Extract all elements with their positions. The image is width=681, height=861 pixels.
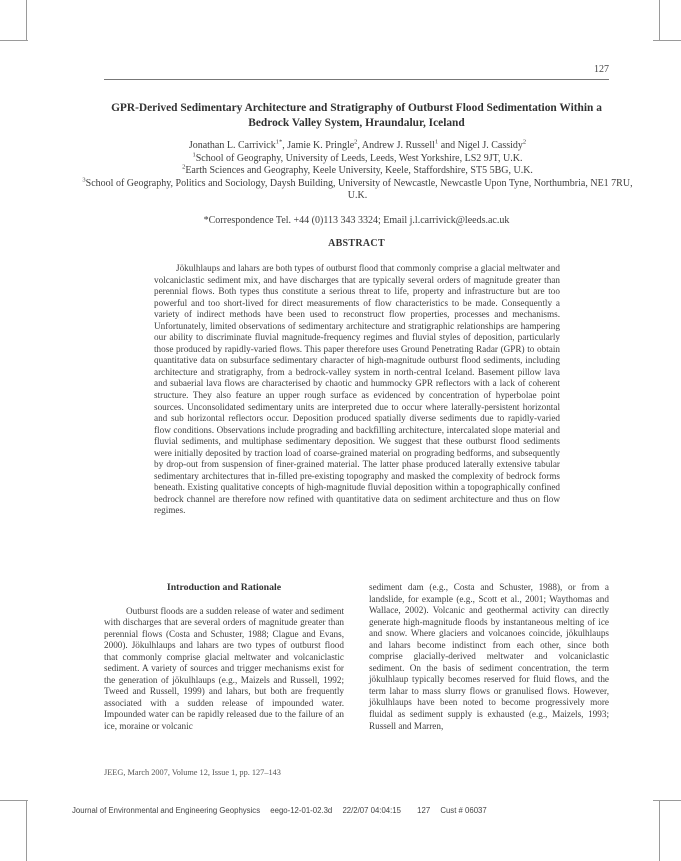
author-name: Jonathan L. Carrivick	[188, 140, 276, 151]
crop-mark	[653, 800, 681, 801]
author-sup: 1	[434, 138, 439, 146]
author-sup: 2	[354, 138, 358, 146]
body-paragraph: Outburst floods are a sudden release of water and sediment with discharges that are several orders of magnitude greater than perennial flows (Costa and Schuster, 1988; Clague and Evans, 2000). Jökulhlaups and lahars are two types of outburst flood that commonly comprise glacial meltwater and volcaniclastic sediment. A variety of sources and trigger mechanisms exist for the generation of jökulhlaups (e.g., Maizels and Russell, 1992; Tweed and Russell, 1999) and lahars, but both are frequently associated with a sudden release of impounded water. Impounded water can be rapidly released due to the failure of an ice, moraine or volcanic	[104, 605, 344, 732]
header-rule	[104, 79, 609, 80]
crop-mark	[0, 800, 28, 801]
affiliation: $^3$School of Geography, Politics and Sociology, Daysh Building, University of Newcastle, Newcastle Upon Tyne, Northumbria, NE1 7RU, U.K.	[82, 176, 633, 201]
page-number: 127	[594, 64, 609, 75]
file-code: eego-12-01-02.3d	[270, 806, 333, 815]
author-sup: 1*	[275, 138, 283, 146]
correspondence-line: *Correspondence Tel. +44 (0)113 343 3324; Email j.l.carrivick@leeds.ac.uk	[203, 215, 510, 226]
crop-mark	[659, 0, 660, 40]
production-footer	[72, 806, 495, 815]
author-block	[80, 140, 635, 203]
timestamp: 22/2/07 04:04:15	[342, 806, 401, 815]
author-name: Jamie K. Pringle	[287, 140, 355, 151]
abstract-heading: ABSTRACT	[328, 238, 385, 249]
left-column	[104, 582, 344, 733]
crop-mark	[659, 800, 660, 861]
journal-citation: JEEG, March 2007, Volume 12, Issue 1, pp. 127–143	[104, 768, 281, 777]
author-name: Nigel J. Cassidy	[457, 140, 523, 151]
affiliation: $^1$School of Geography, University of Leeds, Leeds, West Yorkshire, LS2 9JT, U.K.	[192, 151, 523, 164]
section-heading: Introduction and Rationale	[166, 582, 282, 593]
author-sup: 2	[522, 138, 527, 146]
crop-mark	[653, 40, 681, 41]
crop-mark	[0, 40, 28, 41]
crop-mark	[26, 0, 27, 40]
body-paragraph: sediment dam (e.g., Costa and Schuster, 1988), or from a landslide, for example (e.g., Scott et al., 2001; Waythomas and Wallace, 2002). Volcanic and geothermal activity can directly generate high-magnitude floods by instantaneous melting of ice and snow. Where glaciers and volcanoes coincide, jökulhlaups and lahars become indistinct from each other, since both comprise glacially-derived meltwater and volcaniclastic sediment. On the basis of sediment concentration, the term jökulhlaup typically becomes reserved for fluid flows, and the term lahar to mass slurry flows or granulised flows. However, jökulhlaups have been noted to become progressively more fluidal as sediment supply is exhausted (e.g., Maizels, 1993; Russell and Marren,	[369, 582, 609, 731]
right-column	[369, 582, 609, 732]
affiliation: $^2$Earth Sciences and Geography, Keele University, Keele, Staffordshire, ST5 5BG, U.K.	[182, 163, 533, 176]
paper-title: GPR-Derived Sedimentary Architecture and Stratigraphy of Outburst Flood Sedimentation Within a Bedrock Valley System, Hraundalur, Iceland	[111, 102, 602, 129]
crop-mark	[26, 800, 27, 861]
cust-number: Cust # 06037	[440, 806, 487, 815]
author-names: Jonathan L. Carrivick$^{1*}$, Jamie K. Pringle$^2$, Andrew J. Russell$^1$ and Nigel J. Cassidy$^2$	[188, 138, 527, 151]
journal-name: Journal of Environmental and Engineering Geophysics	[72, 806, 261, 815]
author-name: Andrew J. Russell	[361, 140, 435, 151]
abstract-text: Jökulhlaups and lahars are both types of outburst flood that commonly comprise a glacial meltwater and volcaniclastic sediment mix, and have discharges that are typically several orders of magnitude greater than perennial flows. Both types thus constitute a serious threat to life, property and infrastructure but are too powerful and too short-lived for direct measurements of flow characteristics to be made. Consequently a variety of indirect methods have been used to reconstruct flow properties, processes and mechanisms. Unfortunately, limited observations of sedimentary architecture and stratigraphic relationships are hampering our ability to discriminate fluvial magnitude-frequency regimes and fluvial styles of deposition, particularly those produced by rapidly-varied flows. This paper therefore uses Ground Penetrating Radar (GPR) to obtain quantitative data on subsurface sedimentary character of high-magnitude outburst flood sediments, including architecture and stratigraphy, from a bedrock-valley system in north-central Iceland. Basement pillow lava and subaerial lava flows are characterised by chaotic and hummocky GPR reflectors with a lack of coherent structure. They also feature an upper rough surface as evidenced by concentration of hyperbolae point sources. Unconsolidated sedimentary units are interpreted due to occur where laterally-persistent horizontal and sub horizontal reflectors occur. Deposition produced spatially diverse sediments due to rapidly-varied flow conditions. Observations include prograding and backfilling architecture, intercalated slope material and fluvial sediments, and multiphase sedimentary deposition. We suggest that these outburst flood sediments were initially deposited by traction load of coarse-grained material on prograding bedforms, and subsequently by drop-out from suspension of finer-grained material. The latter phase produced laterally extensive tabular sedimentary architectures that in-filled pre-existing topography and masked the complexity of bedrock forms beneath. Existing qualitative concepts of high-magnitude fluvial deposition within a topographically confined bedrock channel are therefore now refined with quantitative data on sediment architecture and thus on flow regimes.	[154, 263, 560, 516]
footer-page: 127	[417, 806, 431, 815]
